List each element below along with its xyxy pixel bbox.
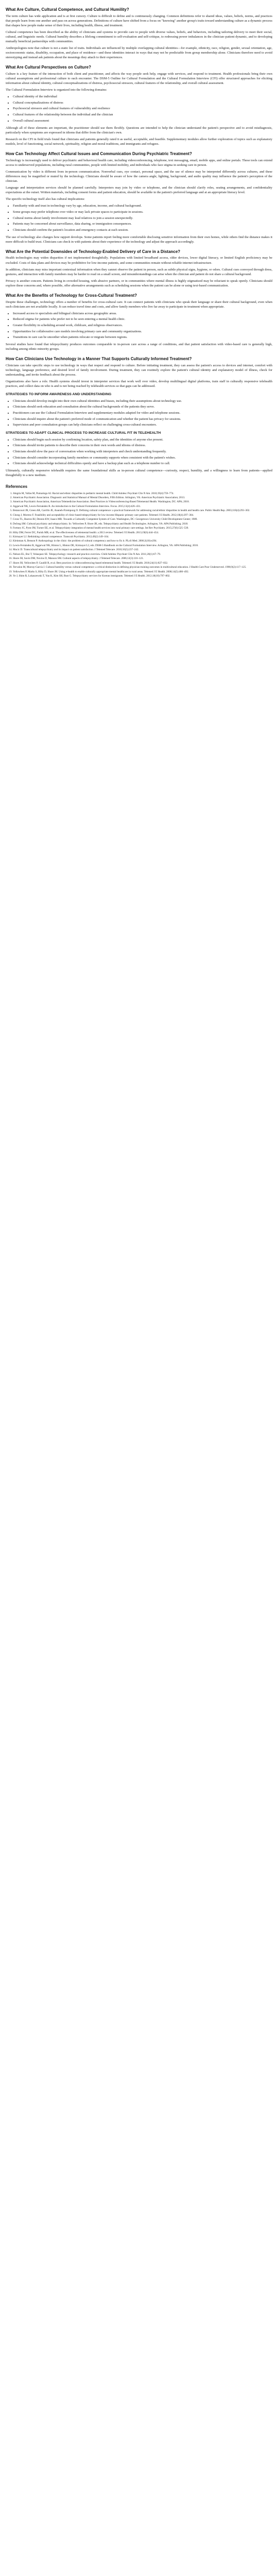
reference-item: 4. Aggarwal NK, Lewis-Fernández R. An introduction to the Cultural Formulation Interview. Focus. 2015;13(4):426–431. bbox=[13, 505, 272, 509]
bullet-item: • Cultural identity of the individual bbox=[13, 94, 272, 99]
bullet-item: • Clinicians should consider incorporating family members or community supports when consistent with the patient's wishes. bbox=[13, 455, 272, 460]
body-paragraph: Privacy is another concern. Patients living in crowded housing, with abusive partners, or in communities where mental illness is highly stigmatized may be reluctant to speak openly. Clinicians should explore these concerns and, where possible, offer alternative arrangements such as scheduling sessions when the patient can be alone or using text-based communication. bbox=[6, 279, 272, 287]
document-page bbox=[0, 0, 278, 588]
body-paragraph: Although all of these elements are important, the practitioner should use them flexibly. Questions are intended to help the clinician understand the patient's perspective and to avoid misdiagnosis, particularly when symptoms are expressed in idioms that differ from the clinician's own. bbox=[6, 126, 272, 134]
body-paragraph: Ultimately, culturally responsive telehealth requires the same foundational skills as in-person cultural competence—curiosity, respect, humility, and a willingness to learn from patients—applied thoughtfully to a new medium. bbox=[6, 469, 272, 478]
bullet-item: • Clinicians should confirm the patient's location and emergency contacts at each session. bbox=[13, 228, 272, 232]
section-subheading: STRATEGIES TO INFORM AWARENESS AND UNDERSTANDING bbox=[6, 393, 112, 397]
bullet-item: • Familiarity with and trust in technology vary by age, education, income, and cultural background. bbox=[13, 204, 272, 208]
body-paragraph: In addition, clinicians may miss important contextual information when they cannot observe the patient in person, such as subtle physical signs, hygiene, or odors. Cultural cues conveyed through dress, gestures, and interaction with family members may be harder to read on a small screen, and misunderstandings can arise when the clinician and patient do not share a cultural background. bbox=[6, 267, 272, 276]
bullet-list bbox=[6, 204, 272, 232]
bullet-list bbox=[6, 399, 272, 427]
bullet-item: • Psychosocial stressors and cultural features of vulnerability and resilience bbox=[13, 106, 272, 111]
references-heading: References bbox=[6, 484, 28, 489]
reference-item: 7. Cross TL, Bazron BJ, Dennis KW, Isaacs MR. Towards a Culturally Competent System of Care. Washington, DC: Georgetown University Child Development Center; 1989. bbox=[13, 518, 272, 521]
reference-item: 17. Shore JH, Yellowlees P, Caudill R, et al. Best practices in videoconferencing-based telemental health. Telemed J E Health. 2018;24(11):827–832. bbox=[13, 562, 272, 565]
bullet-list bbox=[6, 94, 272, 123]
body-paragraph: The specific technology itself also has cultural implications: bbox=[6, 197, 85, 201]
body-paragraph: Technology is increasingly used to deliver psychiatric and behavioral health care, including videoconferencing, telephone, text messaging, email, mobile apps, and online portals. These tools can extend access to underserved populations, including rural communities, people with limited mobility, and individuals who face stigma in seeking care in person. bbox=[6, 158, 272, 167]
reference-item: 5. Betancourt JR, Green AR, Carrillo JE, Ananeh-Firempong O. Defining cultural competence: a practical framework for addressing racial/ethnic disparities in health and health care. Public Health Rep. 2003;118(4):293–302. bbox=[13, 509, 272, 513]
reference-item: 3. American Psychiatric Association, American Telemedicine Association. Best Practices in Videoconferencing-Based Telemental Health. Washington, DC: APA; 2018. bbox=[13, 500, 272, 504]
body-paragraph: The use of technology also changes how rapport develops. Some patients report feeling more comfortable disclosing sensitive information from their own homes, while others find the distance makes it more difficult to build trust. Clinicians can check in with patients about their experience of the technology and adjust the approach accordingly. bbox=[6, 235, 272, 244]
references-list bbox=[6, 492, 272, 579]
bullet-item: • Cultural features of the relationship between the individual and the clinician bbox=[13, 112, 272, 117]
bullet-item: • Some groups may prefer telephone over video or may lack private spaces to participate in sessions. bbox=[13, 210, 272, 214]
reference-item: 1. Alegría M, Vallas M, Pumariega AJ. Racial and ethnic disparities in pediatric mental health. Child Adolesc Psychiatr Clin N Am. 2010;19(4):759–774. bbox=[13, 492, 272, 496]
body-paragraph: The Cultural Formulation Interview is organized into the following domains: bbox=[6, 88, 107, 92]
body-paragraph: Despite these challenges, technology offers a number of benefits for cross-cultural care. It can connect patients with clinicians who speak their language or share their cultural background, even when such clinicians are not available locally. It can reduce travel time and costs, and allow family members who live far away to participate in treatment when appropriate. bbox=[6, 300, 272, 309]
bullet-item: • Increased access to specialists and bilingual clinicians across geographic areas. bbox=[13, 311, 272, 316]
reference-item: 15. Nelson EL, Bui T, Velasquez SE. Telepsychology: research and practice overview. Child Adolesc Psychiatr Clin N Am. 2011;20(1):67–79. bbox=[13, 553, 272, 556]
reference-item: 14. Mucic D. Transcultural telepsychiatry and its impact on patient satisfaction. J Telemed Telecare. 2010;16(5):237–242. bbox=[13, 548, 272, 552]
reference-item: 12. Kleinman A, Benson P. Anthropology in the clinic: the problem of cultural competency and how to fix it. PLoS Med. 2006;3(10):e294. bbox=[13, 539, 272, 543]
bullet-item: • Clinicians should develop insight into their own cultural identities and biases, including their assumptions about technology use. bbox=[13, 399, 272, 403]
document-section bbox=[6, 293, 272, 351]
bullet-item: • Cultural conceptualizations of distress bbox=[13, 100, 272, 105]
reference-item: 13. Lewis-Fernández R, Aggarwal NK, Hinton L, Hinton DE, Kirmayer LJ, eds. DSM-5 Handbook on the Cultural Formulation Interview. Arlington, VA: APA Publishing; 2016. bbox=[13, 544, 272, 548]
document-section bbox=[6, 393, 272, 427]
body-paragraph: Culture is a key feature of the interaction of both client and practitioner, and affects the way people seek help, engage with services, and respond to treatment. Health professionals bring their own cultural assumptions and professional culture to each encounter. The DSM-5 Outline for Cultural Formulation and the Cultural Formulation Interview (CFI) offer structured approaches for eliciting information about cultural identity, cultural conceptualizations of distress, psychosocial stressors, cultural features of the relationship, and overall cultural assessment. bbox=[6, 72, 272, 86]
body-paragraph: Health technologies may widen disparities if not implemented thoughtfully. Populations with limited broadband access, older devices, lower digital literacy, or limited English proficiency may be excluded. Costs of data plans and devices may be prohibitive for low-income patients, and some communities remain without reliable internet infrastructure. bbox=[6, 256, 272, 265]
bullet-item: • Cultural norms about family involvement may lead relatives to join a session unexpectedly. bbox=[13, 216, 272, 221]
reference-item: 8. DeJong SM. Cultural psychiatry and telepsychiatry. In: Yellowlees P, Shore JH, eds. Telepsychiatry and Health Technologies. Arlington, VA: APA Publishing; 2018. bbox=[13, 522, 272, 526]
section-heading: How Can Clinicians Use Technology in a Manner That Supports Culturally Informed Treatment? bbox=[6, 357, 192, 362]
body-paragraph: Cultural competence has been described as the ability of clinicians and systems to provide care to people with diverse values, beliefs, and behaviors, including tailoring delivery to meet their social, cultural, and linguistic needs. Cultural humility describes a lifelong commitment to self-evaluation and self-critique, to redressing power imbalances in the clinician–patient dynamic, and to developing mutually beneficial partnerships with communities. bbox=[6, 30, 272, 43]
section-heading: What Are Cultural Perspectives on Culture? bbox=[6, 65, 91, 70]
reference-item: 19. Yellowlees P, Marks S, Hilty D, Shore JH. Using e-health to enable culturally appropriate mental healthcare in rural areas. Telemed J E Health. 2008;14(5):486–492. bbox=[13, 570, 272, 574]
reference-item: 11. Kirmayer LJ. Rethinking cultural competence. Transcult Psychiatry. 2012;49(2):149–164. bbox=[13, 535, 272, 539]
body-paragraph: Communication by video is different from in-person communication. Nonverbal cues, eye contact, personal space, and the use of silence may be interpreted differently across cultures, and these differences may be magnified or muted by the technology. Clinicians should be aware of how the camera angle, lighting, background, and audio quality may influence the patient's perception of the clinician. bbox=[6, 170, 272, 183]
bullet-item: • Overall cultural assessment bbox=[13, 118, 272, 123]
document-section bbox=[6, 151, 272, 244]
reference-item: 18. Tervalon M, Murray-García J. Cultural humility versus cultural competence: a critical distinction in defining physician training outcomes in multicultural education. J Health Care Poor Underserved. 1998;9(2):117–125. bbox=[13, 566, 272, 569]
bullet-item: • Reduced stigma for patients who prefer not to be seen entering a mental health clinic. bbox=[13, 317, 272, 321]
section-heading: What Are Culture, Cultural Competence, and Cultural Humility? bbox=[6, 7, 129, 12]
section-heading: What Are the Benefits of Technology for Cross-Cultural Treatment? bbox=[6, 293, 137, 298]
document-section bbox=[6, 249, 272, 288]
bullet-item: • Supervision and peer consultation groups can help clinicians reflect on challenging cross-cultural encounters. bbox=[13, 422, 272, 427]
body-paragraph: The term culture has wide application and is at first cursory. Culture is difficult to define and is continuously changing. Common definitions refer to shared ideas, values, beliefs, norms, and practices that people learn from one another and pass on across generations. Definitions of culture have shifted from a focus on "knowing" another group's traits toward understanding culture as a dynamic process that shapes how people make sense of their lives, including health, illness, and treatment. bbox=[6, 14, 272, 27]
body-paragraph: Language and interpretation services should be planned carefully. Interpreters may join by video or telephone, and the clinician should clarify roles, seating arrangements, and confidentiality expectations at the outset. Written materials, including consent forms and patient education, should be available in the patient's preferred language and at an appropriate literacy level. bbox=[6, 186, 272, 195]
reference-item: 20. Ye J, Shim R, Lukaszewski T, Yun K, Kim SH, Rust G. Telepsychiatry services for Korean immigrants. Telemed J E Health. 2012;18(10):797–802. bbox=[13, 574, 272, 578]
bullet-item: • Clinicians should inquire about the patient's preferred mode of communication and whether the patient has privacy for sessions. bbox=[13, 417, 272, 421]
bullet-item: • Clinicians should invite patients to describe their concerns in their own words and idioms of distress. bbox=[13, 443, 272, 448]
bullet-item: • Patients may be concerned about surveillance, data sharing, or immigration consequences. bbox=[13, 222, 272, 226]
bullet-item: • Practitioners can use the Cultural Formulation Interview and supplementary modules adapted for video and telephone sessions. bbox=[13, 411, 272, 415]
bullet-item: • Transitions in care can be smoother when patients relocate or migrate between regions. bbox=[13, 335, 272, 340]
body-paragraph: Clinicians can take specific steps to use technology in ways that respect and respond to culture. Before initiating treatment, they can assess the patient's access to devices and internet, comfort with technology, language preference, and desired level of family involvement. During treatment, they can routinely explore the patient's cultural identity and explanatory model of illness, check for understanding, and invite feedback about the process. bbox=[6, 363, 272, 377]
section-subheading: STRATEGIES TO ADAPT CLINICAL PROCESS TO INCREASE CULTURAL FIT IN TELEHEALTH bbox=[6, 431, 161, 435]
document-section bbox=[6, 357, 272, 388]
bullet-item: • Greater flexibility in scheduling around work, childcare, and religious observances. bbox=[13, 323, 272, 328]
document-section bbox=[6, 65, 272, 146]
bullet-list bbox=[6, 437, 272, 466]
body-paragraph: Several studies have found that telepsychiatry produces outcomes comparable to in-person care across a range of conditions, and that patient satisfaction with video-based care is generally high, including among ethnic minority groups. bbox=[6, 343, 272, 351]
reference-item: 6. Chong J, Moreno F. Feasibility and acceptability of clinic-based telepsychiatry for low-income Hispanic primary care patients. Telemed J E Health. 2012;18(4):297–304. bbox=[13, 514, 272, 517]
bullet-item: • Clinicians should acknowledge technical difficulties openly and have a backup plan such as a telephone number to call. bbox=[13, 461, 272, 466]
section-heading: What Are the Potential Downsides of Technology-Enabled Delivery of Care in a Distance? bbox=[6, 249, 181, 254]
reference-item: 16. Shore JH, Savin DM, Novins D, Manson SM. Cultural aspects of telepsychiatry. J Telemed Telecare. 2006;12(3):116–121. bbox=[13, 557, 272, 561]
bullet-item: • Clinicians should seek education and consultation about the cultural backgrounds of the patients they serve. bbox=[13, 404, 272, 409]
bullet-item: • Opportunities for collaborative care models involving primary care and community organizations. bbox=[13, 329, 272, 334]
document-section bbox=[6, 7, 272, 60]
bullet-list bbox=[6, 311, 272, 340]
body-paragraph: Organizations also have a role. Health systems should invest in interpreter services that work well over video, develop multilingual digital platforms, train staff in culturally responsive telehealth practices, and collect data on who is and is not being reached by telehealth services so that gaps can be addressed. bbox=[6, 380, 272, 388]
body-paragraph: Anthropologists note that culture is not a static list of traits. Individuals are influenced by multiple overlapping cultural identities—for example, ethnicity, race, religion, gender, sexual orientation, age, socioeconomic status, disability, occupation, and place of residence—and these identities interact in ways that may not be predictable from group membership alone. Clinicians therefore need to avoid stereotyping and instead ask patients about the meanings they attach to their experiences. bbox=[6, 46, 272, 60]
body-paragraph: Research on the CFI in field trials found that clinicians and patients generally rated it as useful, acceptable, and feasible. Supplementary modules allow further exploration of topics such as explanatory models, level of functioning, social network, spirituality, religion and moral traditions, and immigrants and refugees. bbox=[6, 137, 272, 146]
reference-item: 9. Fortney JC, Pyne JM, Turner EE, et al. Telepsychiatry integration of mental health services into rural primary care settings. Int Rev Psychiatry. 2015;27(6):525–539. bbox=[13, 527, 272, 530]
reference-item: 2. American Psychiatric Association. Diagnostic and Statistical Manual of Mental Disorders, Fifth Edition. Arlington, VA: American Psychiatric Association; 2013. bbox=[13, 496, 272, 500]
bullet-item: • Clinicians should slow the pace of conversation when working with interpreters and check understanding frequently. bbox=[13, 449, 272, 454]
section-heading: How Can Technology Affect Cultural Issues and Communication During Psychiatric Treatment? bbox=[6, 151, 192, 157]
reference-item: 10. Hilty DM, Ferrer DC, Parish MB, et al. The effectiveness of telemental health: a 2013 review. Telemed J E Health. 2013;19(6):444–454. bbox=[13, 531, 272, 535]
bullet-item: • Clinicians should begin each session by confirming location, safety plan, and the identities of anyone else present. bbox=[13, 437, 272, 442]
document-section bbox=[6, 431, 272, 478]
